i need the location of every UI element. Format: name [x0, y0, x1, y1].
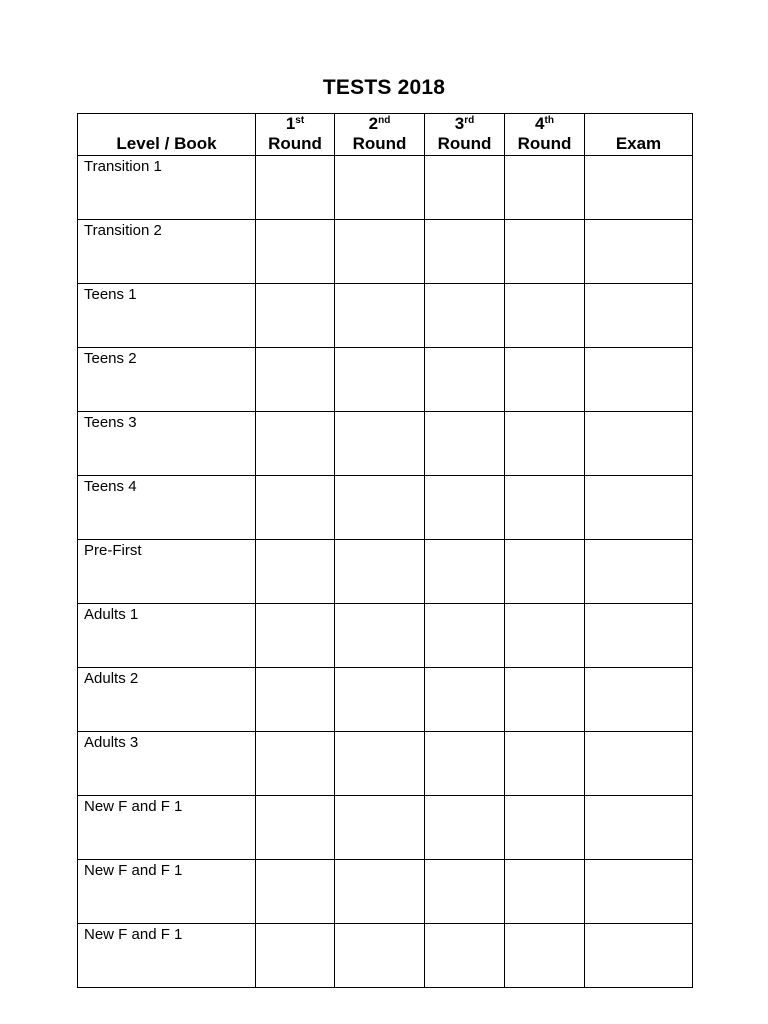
header-level-book: Level / Book — [78, 114, 256, 156]
round-2-cell[interactable] — [335, 284, 425, 348]
round-1-cell[interactable] — [256, 668, 335, 732]
table-row — [78, 476, 693, 540]
round-3-cell[interactable] — [425, 860, 505, 924]
exam-cell[interactable] — [585, 732, 693, 796]
header-round-2 — [335, 114, 425, 156]
round-3-label: Round — [437, 134, 492, 153]
exam-cell[interactable] — [585, 412, 693, 476]
row-level-label: Adults 2 — [78, 668, 256, 732]
table-row — [78, 796, 693, 860]
row-level-label: Pre-First — [78, 540, 256, 604]
round-2-cell[interactable] — [335, 412, 425, 476]
round-3-cell[interactable] — [425, 924, 505, 988]
exam-cell[interactable] — [585, 924, 693, 988]
row-level-label: Transition 2 — [78, 220, 256, 284]
round-3-cell[interactable] — [425, 668, 505, 732]
exam-cell[interactable] — [585, 604, 693, 668]
round-4-cell[interactable] — [505, 540, 585, 604]
round-1-cell[interactable] — [256, 540, 335, 604]
round-2-cell[interactable] — [335, 668, 425, 732]
round-1-number: 1st — [285, 114, 305, 133]
exam-cell[interactable] — [585, 220, 693, 284]
round-2-cell[interactable] — [335, 732, 425, 796]
round-2-cell[interactable] — [335, 540, 425, 604]
row-level-label: Teens 2 — [78, 348, 256, 412]
round-4-number: 4th — [535, 114, 554, 133]
header-round-1 — [256, 114, 335, 156]
row-level-label: Adults 1 — [78, 604, 256, 668]
round-3-suffix: rd — [464, 115, 475, 126]
round-3-cell[interactable] — [425, 412, 505, 476]
exam-cell[interactable] — [585, 348, 693, 412]
round-2-label: Round — [352, 134, 407, 153]
round-3-cell[interactable] — [425, 604, 505, 668]
table-row — [78, 156, 693, 220]
round-4-cell[interactable] — [505, 348, 585, 412]
table-row — [78, 348, 693, 412]
round-4-label: Round — [517, 134, 572, 153]
round-2-cell[interactable] — [335, 476, 425, 540]
round-1-label: Round — [268, 134, 322, 153]
round-4-cell[interactable] — [505, 668, 585, 732]
round-4-cell[interactable] — [505, 924, 585, 988]
round-2-cell[interactable] — [335, 220, 425, 284]
round-2-cell[interactable] — [335, 924, 425, 988]
table-row — [78, 540, 693, 604]
table-row — [78, 604, 693, 668]
round-2-cell[interactable] — [335, 860, 425, 924]
table-row — [78, 284, 693, 348]
row-level-label: Teens 3 — [78, 412, 256, 476]
round-3-number: 3rd — [454, 114, 475, 133]
exam-cell[interactable] — [585, 668, 693, 732]
row-level-label: New F and F 1 — [78, 924, 256, 988]
round-1-cell[interactable] — [256, 284, 335, 348]
round-4-cell[interactable] — [505, 604, 585, 668]
header-row — [78, 114, 693, 156]
round-1-cell[interactable] — [256, 348, 335, 412]
round-4-cell[interactable] — [505, 796, 585, 860]
exam-cell[interactable] — [585, 476, 693, 540]
round-2-cell[interactable] — [335, 796, 425, 860]
table-row — [78, 860, 693, 924]
table-row — [78, 732, 693, 796]
page-title: TESTS 2018 — [322, 76, 446, 99]
exam-cell[interactable] — [585, 540, 693, 604]
row-level-label: Teens 1 — [78, 284, 256, 348]
table-row — [78, 668, 693, 732]
exam-cell[interactable] — [585, 860, 693, 924]
round-1-cell[interactable] — [256, 796, 335, 860]
header-round-3 — [425, 114, 505, 156]
round-4-cell[interactable] — [505, 412, 585, 476]
row-level-label: Transition 1 — [78, 156, 256, 220]
table-row — [78, 412, 693, 476]
table-row — [78, 220, 693, 284]
round-4-cell[interactable] — [505, 860, 585, 924]
round-3-cell[interactable] — [425, 476, 505, 540]
round-4-cell[interactable] — [505, 732, 585, 796]
tests-table — [77, 113, 693, 988]
round-1-cell[interactable] — [256, 476, 335, 540]
round-3-cell[interactable] — [425, 540, 505, 604]
header-exam: Exam — [585, 114, 693, 156]
round-4-cell[interactable] — [505, 476, 585, 540]
round-4-cell[interactable] — [505, 284, 585, 348]
exam-cell[interactable] — [585, 284, 693, 348]
round-3-cell[interactable] — [425, 156, 505, 220]
table-row — [78, 924, 693, 988]
round-4-cell[interactable] — [505, 220, 585, 284]
row-level-label: Teens 4 — [78, 476, 256, 540]
round-1-cell[interactable] — [256, 604, 335, 668]
row-level-label: New F and F 1 — [78, 860, 256, 924]
round-1-cell[interactable] — [256, 732, 335, 796]
round-4-cell[interactable] — [505, 156, 585, 220]
round-1-cell[interactable] — [256, 220, 335, 284]
round-2-cell[interactable] — [335, 604, 425, 668]
exam-cell[interactable] — [585, 156, 693, 220]
round-1-cell[interactable] — [256, 412, 335, 476]
round-1-cell[interactable] — [256, 924, 335, 988]
round-2-cell[interactable] — [335, 156, 425, 220]
round-1-cell[interactable] — [256, 860, 335, 924]
row-level-label: Adults 3 — [78, 732, 256, 796]
header-round-4 — [505, 114, 585, 156]
round-2-number: 2nd — [368, 114, 391, 133]
round-1-cell[interactable] — [256, 156, 335, 220]
round-4-suffix: th — [544, 115, 554, 126]
round-3-cell[interactable] — [425, 732, 505, 796]
round-3-cell[interactable] — [425, 220, 505, 284]
round-2-cell[interactable] — [335, 348, 425, 412]
round-1-suffix: st — [295, 115, 305, 126]
exam-cell[interactable] — [585, 796, 693, 860]
round-2-suffix: nd — [378, 115, 391, 126]
round-3-cell[interactable] — [425, 796, 505, 860]
row-level-label: New F and F 1 — [78, 796, 256, 860]
round-3-cell[interactable] — [425, 284, 505, 348]
round-3-cell[interactable] — [425, 348, 505, 412]
